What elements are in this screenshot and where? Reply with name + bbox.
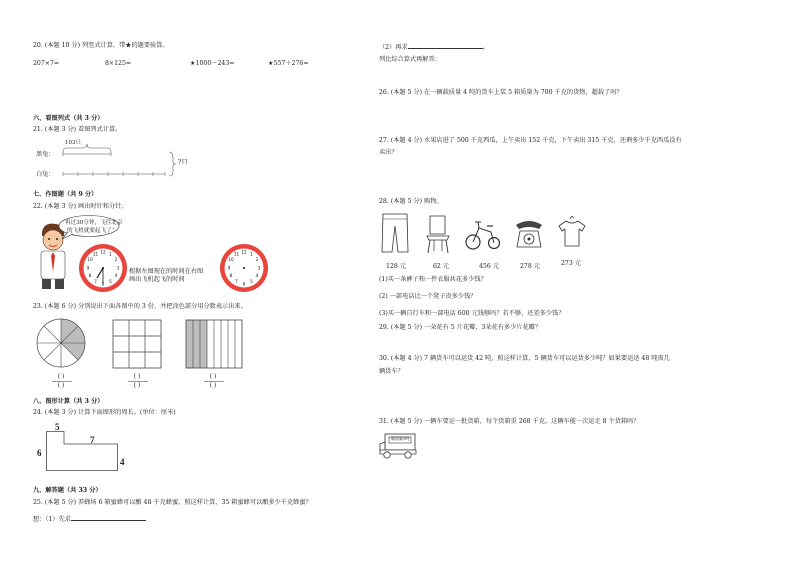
q21-brace-right-label: ?只 [178, 159, 188, 166]
q27-line-1: 27. (本题 4 分) 水果店进了 500 千克西瓜，上午卖出 152 千克，下午卖出 315 千克，还剩多少千克西瓜没有 [379, 137, 682, 144]
price-pants: 128 元 [386, 263, 406, 270]
q20-item-4: ★557＋276= [268, 60, 309, 67]
q28-title: 28. (本题 5 分) 购物。 [379, 198, 443, 205]
fraction-bar-2 [128, 381, 148, 382]
svg-text:11: 11 [92, 251, 99, 257]
q25-step-2 [379, 42, 489, 52]
section-8-heading: 八、图形计算（共 3 分） [33, 398, 104, 405]
fraction-bar-3 [204, 381, 224, 382]
svg-text:7: 7 [94, 279, 97, 284]
fraction-bottom-1: ( ) [57, 382, 65, 389]
q20-item-2: 8×125= [105, 60, 132, 67]
q28-sub-1: (1)买一条裤子和一件衣服共花多少钱？ [379, 276, 487, 283]
section-7-heading: 七、作图题（共 9 分） [33, 191, 98, 198]
instruction-text: 列比综合算式再解答： [379, 56, 441, 63]
telephone-icon [514, 217, 544, 249]
svg-text:4: 4 [255, 273, 259, 278]
q24-l-shape [46, 431, 118, 471]
clock-left [78, 243, 128, 293]
svg-text:12: 12 [241, 249, 247, 255]
q25-step-1 [33, 514, 146, 524]
svg-text:3: 3 [116, 265, 120, 271]
svg-text:8: 8 [88, 273, 92, 278]
svg-text:5: 5 [109, 279, 112, 284]
q30-line-1: 30. (本题 4 分) 7 辆货车可以运货 42 吨，照这样计算，5 辆货车可以运货多少吨？如果要运送 48 吨需几 [379, 355, 670, 362]
svg-text:10: 10 [228, 257, 234, 262]
svg-text:7: 7 [235, 279, 238, 284]
q22-caption-2: 画出飞机起飞的时间 [129, 276, 185, 283]
q21-label-black: 黑兔： [36, 151, 55, 158]
svg-text:8: 8 [229, 273, 233, 278]
fraction-top-1: ( ) [57, 373, 65, 380]
pants-icon [381, 212, 409, 254]
chair-icon [425, 214, 451, 254]
tshirt-icon [557, 214, 587, 248]
q21-line-diagram [33, 140, 193, 180]
q22-title: 22. (本题 3 分) 画出时针和分针。 [33, 203, 128, 210]
q23-circle-figure [36, 318, 86, 368]
svg-text:6: 6 [242, 281, 246, 287]
q25-step-1-blank[interactable] [71, 514, 146, 521]
q25-step-2-end: 。 [482, 44, 489, 51]
q31-text: 31. (本题 5 分) 一辆车要运一批货箱，每个货箱重 268 千克，这辆车能一次运走 8 个货箱吗？ [379, 418, 640, 425]
q30-line-2: 辆货车？ [379, 368, 404, 375]
fraction-bottom-3: ( ) [209, 382, 217, 389]
price-tricycle: 456 元 [479, 263, 499, 270]
svg-text:1: 1 [250, 251, 253, 257]
fraction-bar-1 [52, 381, 72, 382]
svg-text:11: 11 [233, 251, 240, 257]
truck-sign: 载质量3吨 [391, 436, 410, 441]
q27-line-2: 卖出？ [379, 149, 398, 156]
q25-title: 25. (本题 5 分) 养蜂场 6 箱蜜蜂可以酿 48 千克蜂蜜。照这样计算，35 箱蜜蜂可以酿多少千克蜂蜜？ [33, 499, 312, 506]
q28-sub-2: (2) 一部电话比一个凳子贵多少钱？ [379, 293, 477, 300]
svg-text:2: 2 [255, 257, 259, 262]
price-tshirt: 273 元 [561, 260, 581, 267]
q25-step-2-text: （2）再求 [379, 44, 408, 51]
q21-brace-top-label: 103只 [65, 140, 81, 146]
q24-label-6: 6 [37, 448, 42, 458]
svg-text:3: 3 [257, 265, 261, 271]
q29-text: 29. (本题 5 分) 一朵花有 5 片花瓣，3朵花有多少片花瓣？ [379, 324, 542, 331]
price-chair: 62 元 [433, 263, 450, 270]
q25-step-2-blank[interactable] [408, 42, 483, 49]
q23-stripes-figure [186, 320, 242, 368]
svg-text:10: 10 [87, 257, 93, 262]
q26-text: 26. (本题 5 分) 在一辆载质量 4 吨的货车上装 5 箱质量为 700 千克的货物，超载了吗？ [379, 89, 623, 96]
q21-title: 21. (本题 3 分) 看图列式计算。 [33, 126, 122, 133]
svg-text:1: 1 [109, 251, 112, 257]
q24-title: 24. (本题 3 分) 计算下面图形的周长。(单位：厘米) [33, 409, 176, 416]
fraction-top-2: ( ) [133, 373, 141, 380]
svg-text:12: 12 [100, 249, 106, 255]
q24-label-7: 7 [90, 435, 95, 445]
tricycle-icon [465, 216, 501, 250]
svg-text:5: 5 [250, 279, 253, 284]
svg-text:2: 2 [114, 257, 118, 262]
price-telephone: 278 元 [520, 263, 540, 270]
q21-label-white: 白兔： [36, 171, 55, 178]
q23-grid-figure [113, 320, 161, 368]
q22-caption-1: 根据左图现在的时间在右图 [129, 268, 204, 275]
q24-label-4: 4 [120, 457, 125, 467]
clock-right [219, 243, 269, 293]
svg-text:6: 6 [101, 281, 105, 287]
svg-text:9: 9 [227, 265, 231, 271]
section-6-heading: 六、看图列式（共 3 分） [33, 115, 104, 122]
svg-text:9: 9 [86, 265, 90, 271]
speech-line-2: 的飞机就要起飞了！ [67, 228, 118, 234]
q23-title: 23. (本题 6 分) 分别说出下面各图中的 3 份，并把涂色部分用分数表示出来。 [33, 303, 247, 310]
q20-item-1: 207×7= [33, 60, 60, 67]
fraction-top-3: ( ) [209, 373, 217, 380]
q28-sub-3: (3)买一辆自行车和一部电话 600 元钱够吗？若不够，还差多少钱？ [379, 310, 565, 317]
q24-label-5: 5 [55, 422, 60, 432]
fraction-bottom-2: ( ) [133, 382, 141, 389]
q20-item-3: ★1000－243= [190, 60, 235, 67]
speech-line-1: 再过30分钟，飞往北京 [65, 220, 123, 226]
svg-text:4: 4 [114, 273, 118, 278]
section-9-heading: 九、解答题（共 33 分） [33, 487, 102, 494]
q25-step-1-text: 想：（1）先求 [33, 516, 71, 523]
q20-title: 20. (本题 10 分) 列竖式计算，带★的题要验算。 [33, 42, 169, 49]
